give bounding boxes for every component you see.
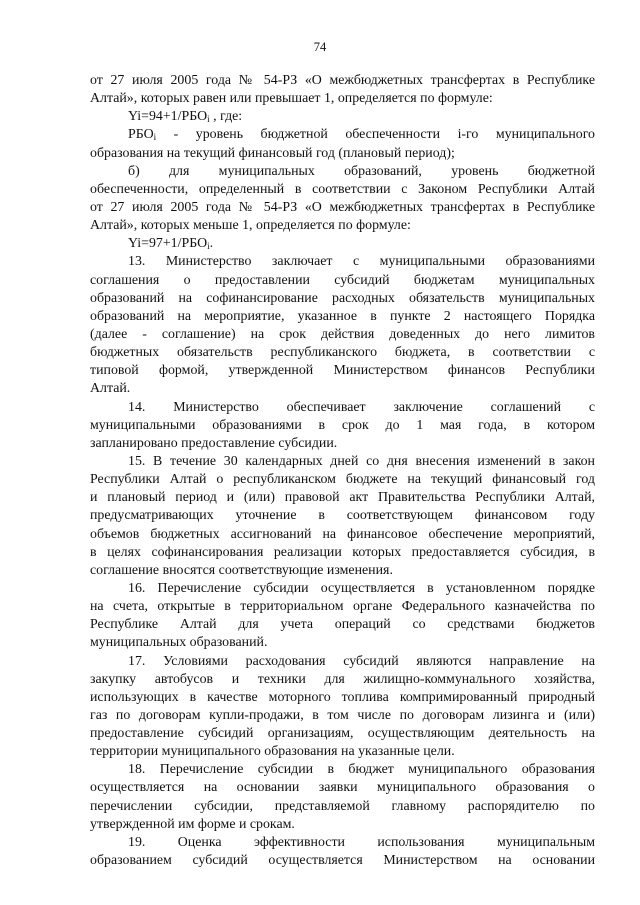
text-line: закупку автобусов и техники для жилищно-коммунального хозяйства, bbox=[90, 671, 595, 687]
text-line: Республике Алтай для учета операций со средствами бюджетов bbox=[90, 617, 595, 633]
text-line: от 27 июля 2005 года № 54-РЗ «О межбюджетных трансфертах в Республике bbox=[90, 73, 595, 88]
formula-line: $Yi=94+1/РБО_i$ , где: bbox=[128, 109, 243, 125]
text-line: 14. Министерство обеспечивает заключение соглашений с bbox=[128, 399, 595, 415]
text-line: типовой формой, утвержденной Министерством финансов Республики bbox=[90, 363, 595, 379]
text-line: бюджетных обязательств республиканского бюджета, в соответствии с bbox=[90, 345, 595, 361]
text-line: на счета, открытые в территориальном органе Федерального казначейства по bbox=[90, 599, 595, 615]
text-line: 19. Оценка эффективности использования муниципальным bbox=[128, 834, 595, 850]
text-line: утвержденной им форме и срокам. bbox=[90, 816, 295, 832]
text-line: образования на текущий финансовый год (плановый период); bbox=[90, 145, 455, 161]
body-text bbox=[90, 72, 595, 870]
text-line: Алтай», которых равен или превышает 1, определяется по формуле: bbox=[90, 91, 493, 107]
text-line: $РБО_i$ - уровень бюджетной обеспеченности i-го муниципального bbox=[128, 127, 595, 143]
text-line: 13. Министерство заключает с муниципальными образованиями bbox=[128, 254, 595, 270]
text-line: использующих в качестве моторного топлива компримированный природный bbox=[90, 689, 595, 705]
text-line: муниципальных образований. bbox=[90, 635, 268, 651]
text-line: осуществляется на основании заявки муниципального образования о bbox=[90, 780, 595, 796]
text-line: 16. Перечисление субсидии осуществляется в установленном порядке bbox=[128, 580, 595, 596]
text-line: газ по договорам купли-продажи, в том числе по договорам лизинга и (или) bbox=[90, 707, 595, 723]
text-line: образованием субсидий осуществляется Министерством на основании bbox=[90, 853, 595, 869]
text-line: предоставление субсидий организациям, осуществляющим деятельность на bbox=[90, 726, 595, 742]
text-line: объемов бюджетных ассигнований на финансовое обеспечение мероприятий, bbox=[90, 526, 595, 542]
text-line: запланировано предоставление субсидии. bbox=[90, 435, 338, 451]
formula-line: $Yi=97+1/РБО_i$. bbox=[128, 236, 214, 252]
text-line: 17. Условиями расходования субсидий являются направление на bbox=[128, 653, 595, 669]
text-line: и плановый период и (или) правовой акт Правительства Республики Алтай, bbox=[90, 490, 595, 506]
text-line: муниципальными образованиями в срок до 1 мая года, в котором bbox=[90, 417, 595, 433]
text-line: б) для муниципальных образований, уровень бюджетной bbox=[128, 163, 595, 179]
page-number: 74 bbox=[313, 40, 327, 54]
text-line: предусматривающих уточнение в соответствующем финансовом году bbox=[90, 508, 595, 524]
text-line: соглашение вносятся соответствующие изменения. bbox=[90, 562, 393, 578]
text-line: образований на мероприятие, указанное в пункте 2 настоящего Порядка bbox=[90, 308, 595, 324]
text-line: образований на софинансирование расходных обязательств муниципальных bbox=[90, 290, 595, 306]
text-line: территории муниципального образования на указанные цели. bbox=[90, 744, 455, 760]
text-line: перечислении субсидии, представляемой главному распорядителю по bbox=[90, 798, 595, 814]
text-line: Алтай», которых меньше 1, определяется по формуле: bbox=[90, 218, 411, 234]
text-line: Республики Алтай о республиканском бюджете на текущий финансовый год bbox=[90, 472, 595, 488]
text-line: соглашения о предоставлении субсидий бюджетам муниципальных bbox=[90, 272, 595, 288]
text-line: обеспеченности, определенный в соответствии с Законом Республики Алтай bbox=[90, 181, 595, 197]
text-line: Алтай. bbox=[90, 381, 131, 397]
text-line: в целях софинансирования реализации которых предоставляется субсидия, в bbox=[90, 544, 595, 560]
text-line: от 27 июля 2005 года № 54-РЗ «О межбюджетных трансфертах в Республике bbox=[90, 199, 595, 215]
text-line: 15. В течение 30 календарных дней со дня внесения изменений в закон bbox=[128, 453, 595, 469]
text-line: 18. Перечисление субсидии в бюджет муниципального образования bbox=[128, 762, 595, 778]
text-line: (далее - соглашение) на срок действия доведенных до него лимитов bbox=[90, 326, 595, 342]
